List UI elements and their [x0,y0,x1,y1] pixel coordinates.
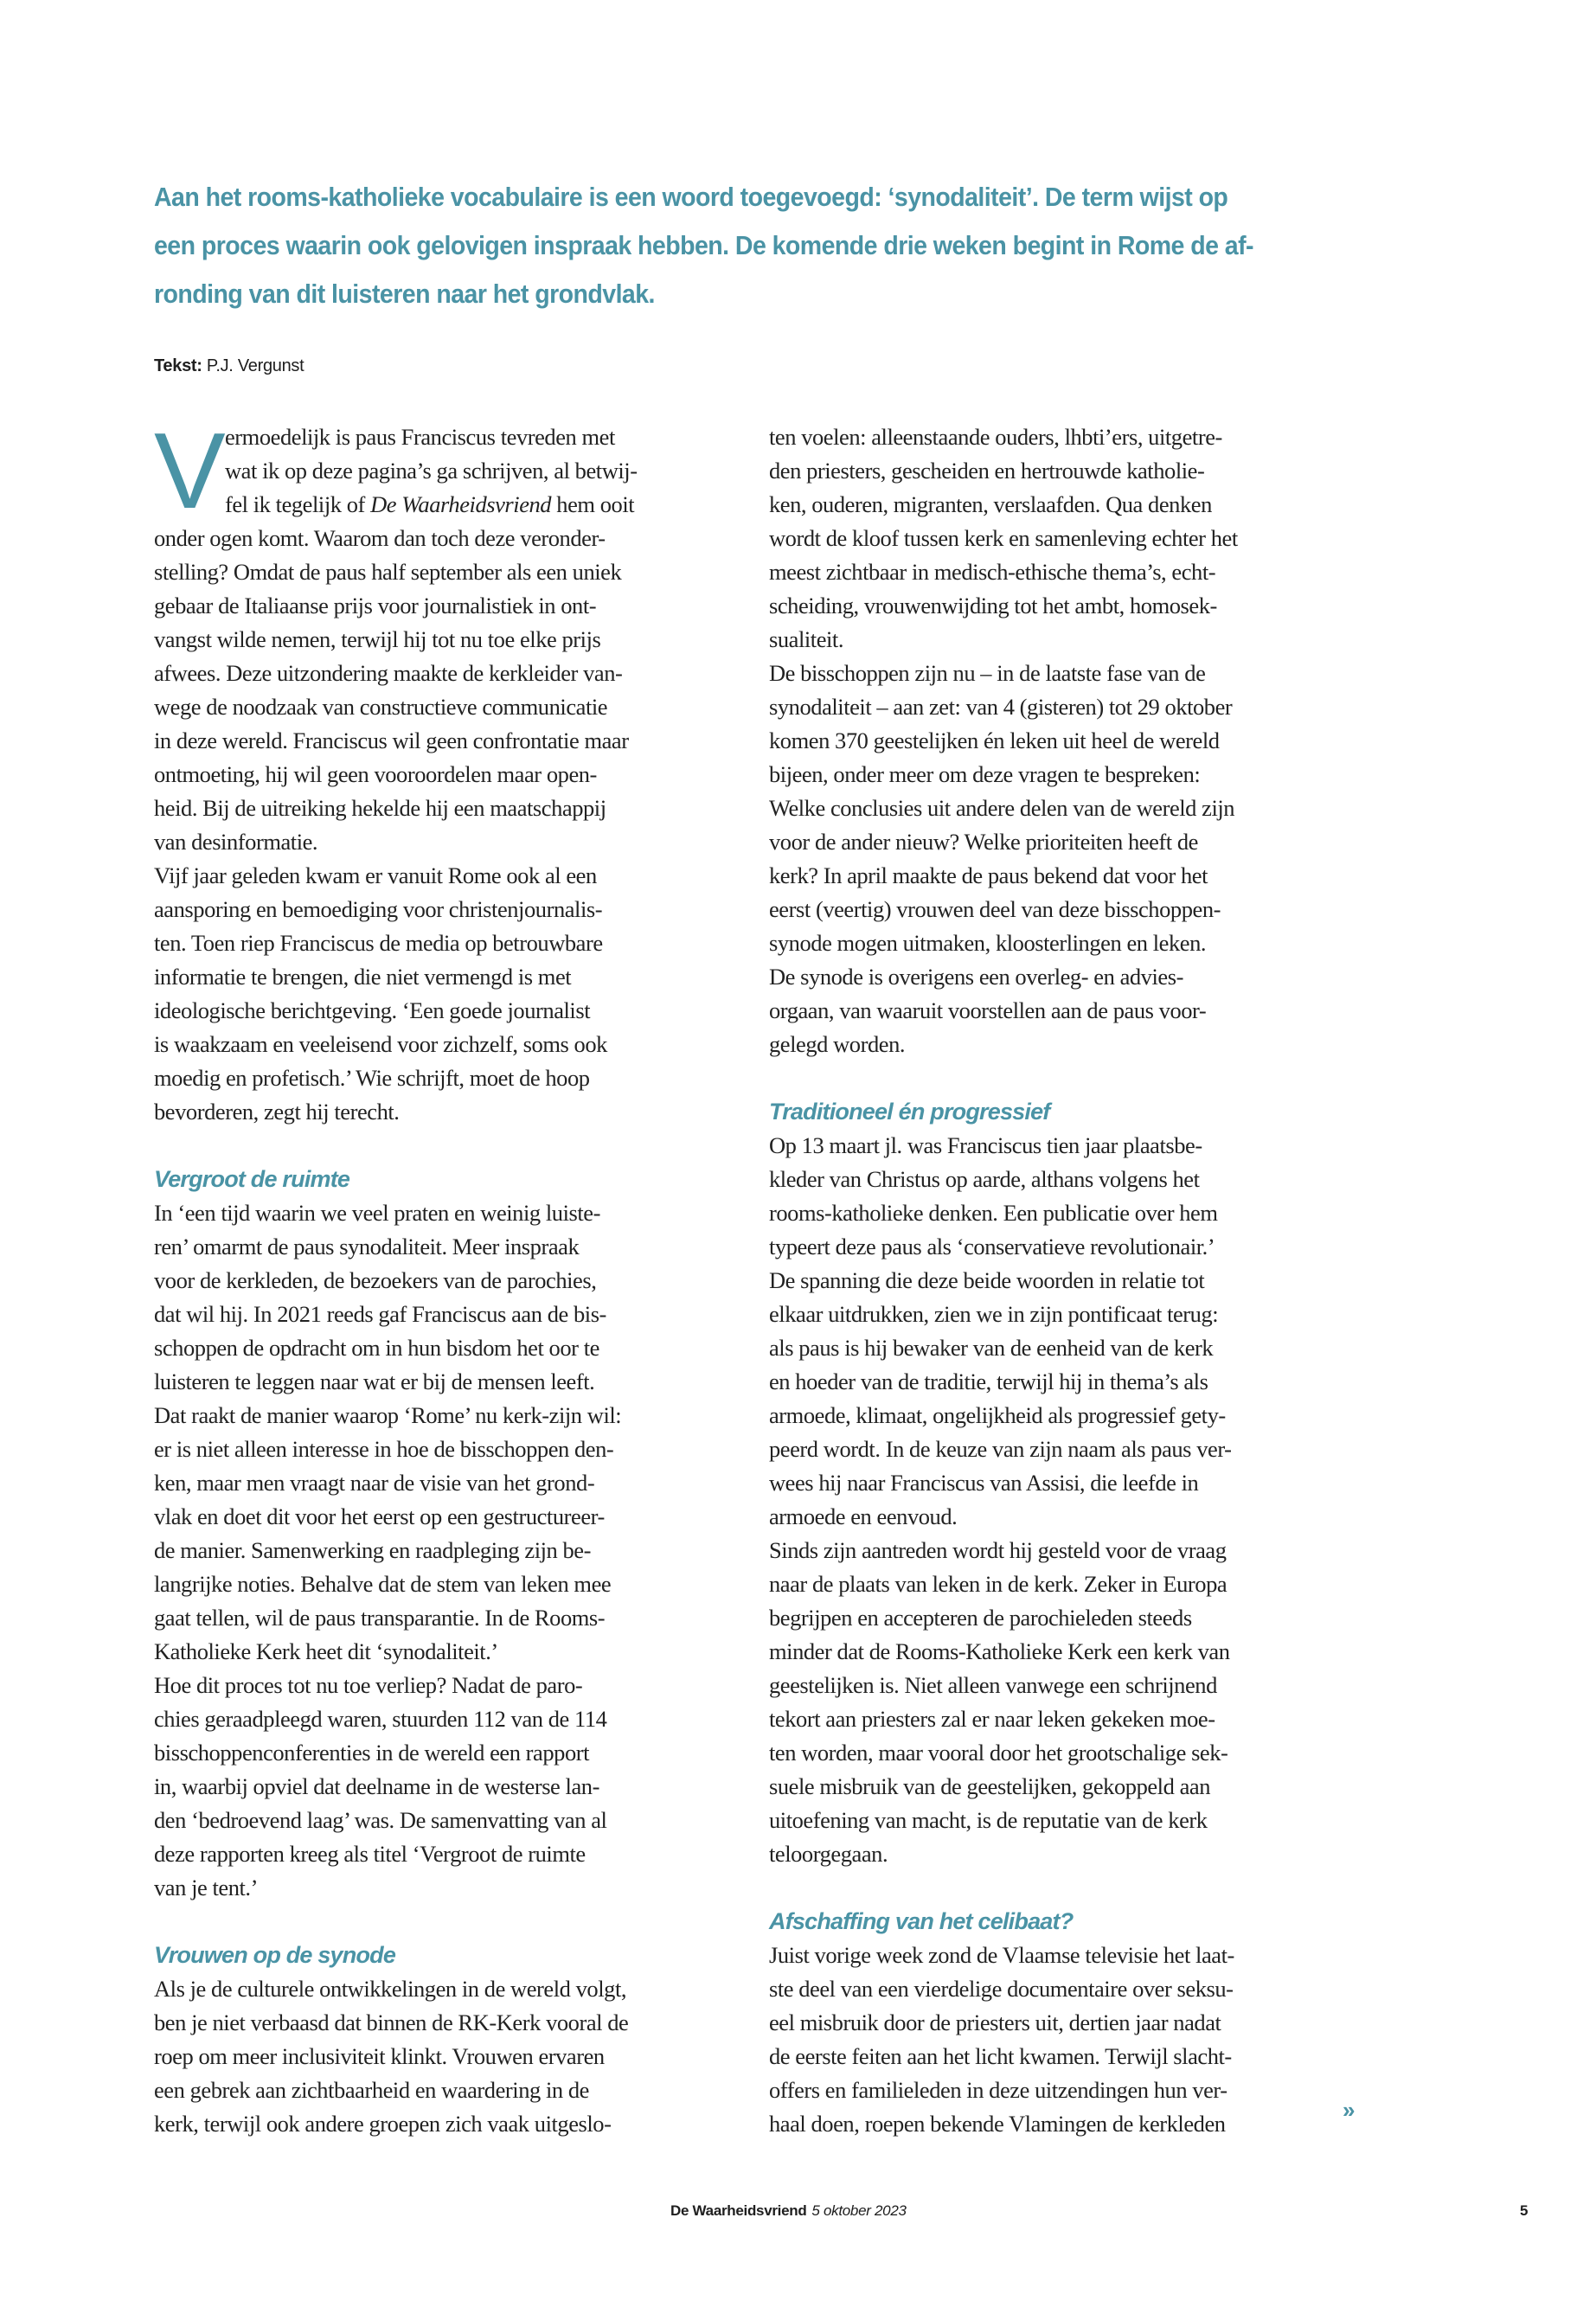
text-line: vangst wilde nemen, terwijl hij tot nu toe elke prijs [154,626,601,652]
text-line: wordt de kloof tussen kerk en samenleving echter het [769,525,1238,551]
text-line: synodaliteit – aan zet: van 4 (gisteren) tot 29 oktober [769,694,1233,720]
text-line: Sinds zijn aantreden wordt hij gesteld voor de vraag [769,1537,1227,1563]
text-line: ten. Toen riep Franciscus de media op betrouwbare [154,930,603,956]
byline-label: Tekst: [154,356,202,375]
text-line: ren’ omarmt de paus synodaliteit. Meer inspraak [154,1234,580,1259]
text-line: peerd wordt. In de keuze van zijn naam als paus ver- [769,1436,1232,1462]
text-line: eerst (veertig) vrouwen deel van deze bisschoppen- [769,896,1221,922]
text-line: een gebrek aan zichtbaarheid en waardering in de [154,2077,589,2103]
subheading-traditioneel-en-progressief: Traditioneel én progressief [769,1099,1050,1125]
text-line: afwees. Deze uitzondering maakte de kerkleider van- [154,660,623,686]
intro-line: ronding van dit luisteren naar het grondvlak. [154,279,655,309]
byline [154,356,304,376]
text-line: voor de ander nieuw? Welke prioriteiten heeft de [769,829,1198,855]
text-line: Hoe dit proces tot nu toe verliep? Nadat de paro- [154,1672,583,1698]
footer-publication [670,2202,907,2220]
text-line: haal doen, roepen bekende Vlamingen de kerkleden [769,2111,1226,2137]
text-line: gelegd worden. [769,1031,906,1057]
text-line: kleder van Christus op aarde, althans volgens het [769,1166,1200,1192]
text-line: geestelijken is. Niet alleen vanwege een schrijnend [769,1672,1217,1698]
subheading-vergroot-de-ruimte: Vergroot de ruimte [154,1166,350,1192]
text-line: bisschoppenconferenties in de wereld een rapport [154,1740,590,1766]
text-fragment: hem ooit [551,491,635,517]
text-line: gebaar de Italiaanse prijs voor journalistiek in ont- [154,593,597,619]
text-line: wat ik op deze pagina’s ga schrijven, al betwij- [225,458,638,484]
text-line: teloorgegaan. [769,1841,888,1867]
text-line: ideologische berichtgeving. ‘Een goede journalist [154,997,591,1023]
paragraph [154,522,751,1129]
text-line: in deze wereld. Franciscus wil geen confrontatie maar [154,727,629,753]
text-line: luisteren te leggen naar wat er bij de mensen leeft. [154,1368,595,1394]
text-line: De bisschoppen zijn nu – in de laatste fase van de [769,660,1206,686]
text-line: kerk? In april maakte de paus bekend dat voor het [769,862,1208,888]
text-line: ten worden, maar vooral door het grootschalige sek- [769,1740,1228,1766]
text-line: vlak en doet dit voor het eerst op een gestructureer- [154,1503,605,1529]
text-line: offers en familieleden in deze uitzendingen hun ver- [769,2077,1227,2103]
section-gap [154,1905,751,1939]
text-line: den priesters, gescheiden en hertrouwde katholie- [769,458,1205,484]
text-line: informatie te brengen, die niet vermengd is met [154,964,572,990]
text-line: tekort aan priesters zal er naar leken gekeken moe- [769,1706,1215,1732]
text-line: chies geraadpleegd waren, stuurden 112 van de 114 [154,1706,607,1732]
text-line: heid. Bij de uitreiking hekelde hij een maatschappij [154,795,606,821]
section-gap [154,1129,751,1163]
text-line: dat wil hij. In 2021 reeds gaf Franciscus aan de bis- [154,1301,606,1327]
text-line: synode mogen uitmaken, kloosterlingen en leken. [769,930,1207,956]
text-line: van je tent.’ [154,1875,258,1900]
text-line: in, waarbij opviel dat deelname in de westerse lan- [154,1773,599,1799]
text-line: minder dat de Rooms-Katholieke Kerk een kerk van [769,1638,1230,1664]
text-line: suele misbruik van de geestelijken, gekoppeld aan [769,1773,1210,1799]
text-line: typeert deze paus als ‘conservatieve revolutionair.’ [769,1234,1215,1259]
text-line: orgaan, van waaruit voorstellen aan de paus voor- [769,997,1207,1023]
text-line: Welke conclusies uit andere delen van de wereld zijn [769,795,1235,821]
text-line: ste deel van een vierdelige documentaire over seksu- [769,1976,1234,2002]
text-line: roep om meer inclusiviteit klinkt. Vrouwen ervaren [154,2043,605,2069]
text-line: rooms-katholieke denken. Een publicatie over hem [769,1200,1218,1226]
footer-publication-name: De Waarheidsvriend [670,2202,807,2219]
text-line: en hoeder van de traditie, terwijl hij in thema’s als [769,1368,1208,1394]
text-line: wege de noodzaak van constructieve communicatie [154,694,608,720]
text-line: De synode is overigens een overleg- en advies- [769,964,1183,990]
drop-cap: V [154,412,226,531]
section-gap [769,1871,1366,1905]
text-line: ken, ouderen, migranten, verslaafden. Qua denken [769,491,1212,517]
text-line: stelling? Omdat de paus half september als een uniek [154,559,622,585]
text-line: er is niet alleen interesse in hoe de bisschoppen den- [154,1436,614,1462]
text-line: de manier. Samenwerking en raadpleging zijn be- [154,1537,591,1563]
text-line: sualiteit. [769,626,844,652]
text-line: als paus is hij bewaker van de eenheid van de kerk [769,1335,1214,1361]
text-line: onder ogen komt. Waarom dan toch deze veronder- [154,525,606,551]
subheading-afschaffing-van-het-celibaat: Afschaffing van het celibaat? [769,1908,1074,1934]
paragraph [154,1972,751,2141]
text-line: schoppen de opdracht om in hun bisdom het oor te [154,1335,599,1361]
text-line: Juist vorige week zond de Vlaamse televisie het laat- [769,1942,1234,1968]
text-line: gaat tellen, wil de paus transparantie. In de Rooms- [154,1605,606,1631]
text-line: ten voelen: alleenstaande ouders, lhbti’ers, uitgetre- [769,424,1222,450]
publication-name-italic: De Waarheidsvriend [370,491,552,517]
paragraph [769,420,1366,1061]
left-column [154,412,751,2141]
text-line: langrijke noties. Behalve dat de stem van leken mee [154,1571,612,1597]
article-intro [154,173,1260,318]
text-line: Katholieke Kerk heet dit ‘synodaliteit.’ [154,1638,498,1664]
text-line: naar de plaats van leken in de kerk. Zeker in Europa [769,1571,1227,1597]
paragraph [769,1129,1366,1871]
text-line: Dat raakt de manier waarop ‘Rome’ nu kerk-zijn wil: [154,1402,622,1428]
text-line: elkaar uitdrukken, zien we in zijn pontificaat terug: [769,1301,1219,1327]
text-line: armoede en eenvoud. [769,1503,958,1529]
text-line: armoede, klimaat, ongelijkheid als progressief gety- [769,1402,1226,1428]
text-line: Als je de culturele ontwikkelingen in de wereld volgt, [154,1976,627,2002]
text-line: van desinformatie. [154,829,318,855]
text-line: eel misbruik door de priesters uit, dertien jaar nadat [769,2009,1221,2035]
text-line: kerk, terwijl ook andere groepen zich vaak uitgeslo- [154,2111,612,2137]
text-line: voor de kerkleden, de bezoekers van de parochies, [154,1267,597,1293]
text-line: meest zichtbaar in medisch-ethische thema’s, echt- [769,559,1216,585]
text-line: In ‘een tijd waarin we veel praten en weinig luiste- [154,1200,600,1226]
text-line: is waakzaam en veeleisend voor zichzelf, soms ook [154,1031,607,1057]
section-gap [769,1061,1366,1095]
text-line: deze rapporten kreeg als titel ‘Vergroot de ruimte [154,1841,586,1867]
paragraph [769,1939,1366,2141]
text-fragment: fel ik tegelijk of [225,491,371,517]
text-line: De spanning die deze beide woorden in relatie tot [769,1267,1205,1293]
right-column [769,420,1366,2141]
subheading-vrouwen-op-de-synode: Vrouwen op de synode [154,1942,396,1968]
text-line: uitoefening van macht, is de reputatie van de kerk [769,1807,1208,1833]
text-line: bevorderen, zegt hij terecht. [154,1099,400,1125]
text-line: Vijf jaar geleden kwam er vanuit Rome ook al een [154,862,597,888]
text-line: ontmoeting, hij wil geen vooroordelen maar open- [154,761,597,787]
intro-line: Aan het rooms-katholieke vocabulaire is een woord toegevoegd: ‘synodaliteit’. De term wijst op [154,182,1228,212]
text-line [154,488,751,522]
paragraph [154,1196,751,1905]
text-line: ben je niet verbaasd dat binnen de RK-Kerk vooral de [154,2009,629,2035]
text-line: begrijpen en accepteren de parochieleden steeds [769,1605,1192,1631]
intro-line: een proces waarin ook gelovigen inspraak hebben. De komende drie weken begint in Rome de af- [154,230,1253,260]
continue-arrow-icon: » [1343,2097,1356,2123]
text-line: scheiding, vrouwenwijding tot het ambt, homosek- [769,593,1217,619]
text-line: Op 13 maart jl. was Franciscus tien jaar plaatsbe- [769,1132,1202,1158]
text-line: de eerste feiten aan het licht kwamen. Terwijl slacht- [769,2043,1232,2069]
text-line: ermoedelijk is paus Franciscus tevreden met [225,424,615,450]
text-line: komen 370 geestelijken én leken uit heel de wereld [769,727,1220,753]
text-line: bijeen, onder meer om deze vragen te bespreken: [769,761,1201,787]
page-number: 5 [1520,2202,1529,2219]
opening-paragraph [154,412,751,531]
text-line: aansporing en bemoediging voor christenjournalis- [154,896,603,922]
footer-date: 5 oktober 2023 [811,2202,907,2219]
text-line: ken, maar men vraagt naar de visie van het grond- [154,1470,595,1496]
text-line: moedig en profetisch.’ Wie schrijft, moet de hoop [154,1065,590,1091]
text-line: den ‘bedroevend laag’ was. De samenvatting van al [154,1807,607,1833]
text-line: wees hij naar Franciscus van Assisi, die leefde in [769,1470,1199,1496]
byline-author: P.J. Vergunst [206,356,304,375]
